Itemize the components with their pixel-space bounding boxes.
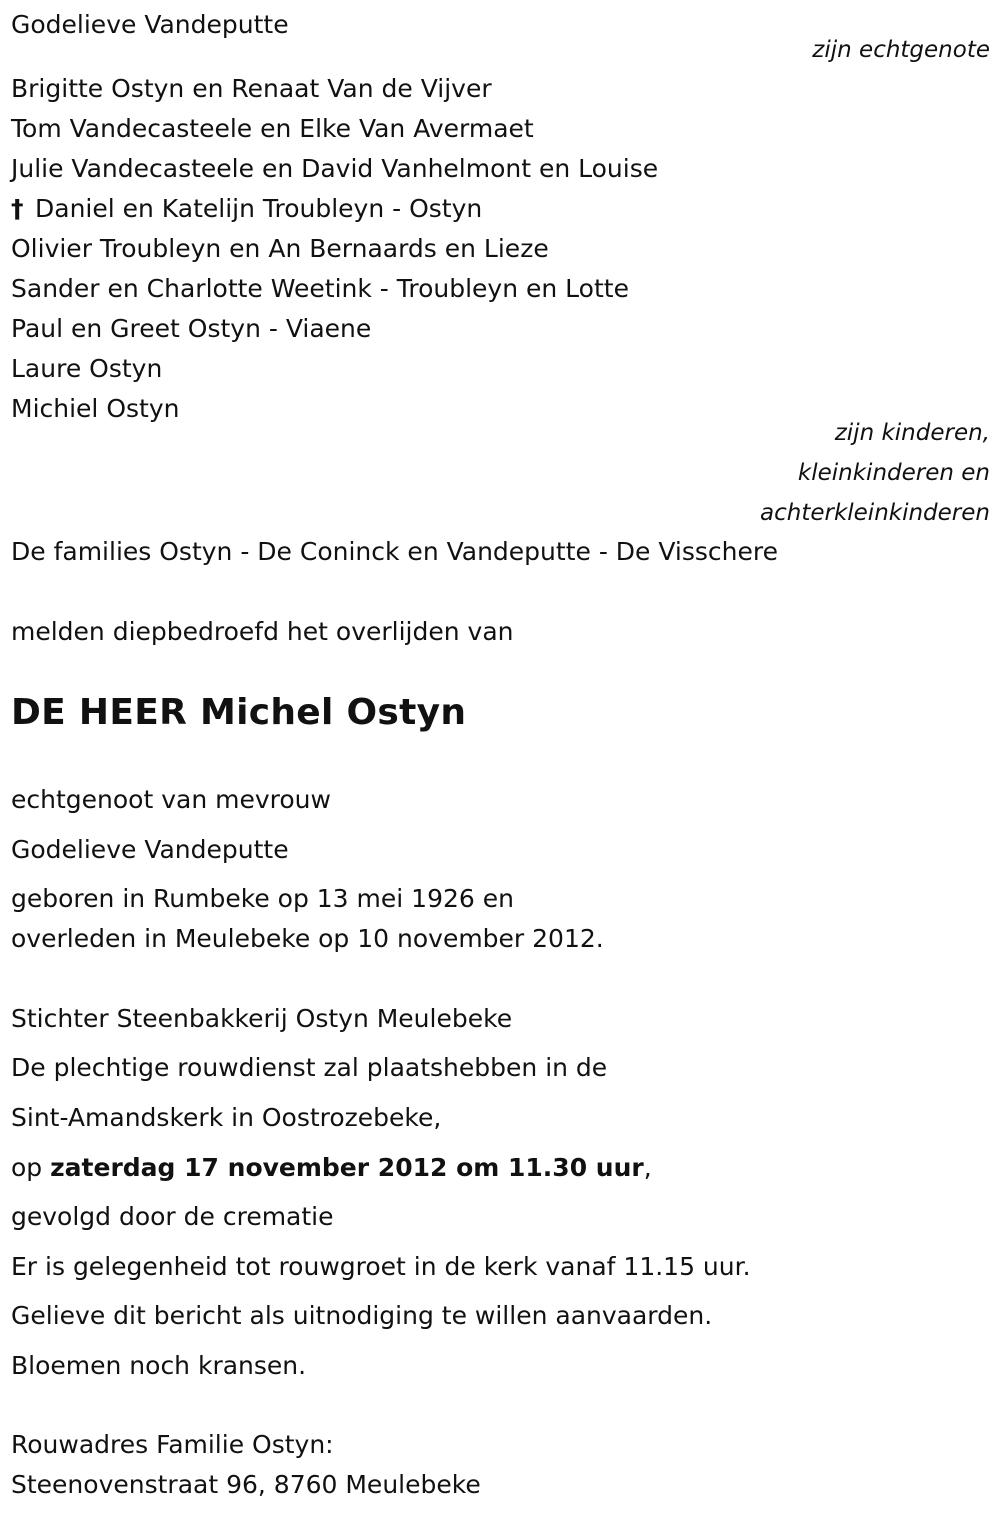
family-line-4 bbox=[11, 194, 482, 224]
spouse-name-line: Godelieve Vandeputte bbox=[11, 835, 289, 864]
family-line-4-text: Daniel en Katelijn Troubleyn - Ostyn bbox=[35, 194, 483, 223]
service-date: zaterdag 17 november 2012 om 11.30 uur bbox=[50, 1153, 644, 1182]
service-date-prefix: op bbox=[11, 1153, 51, 1182]
address-label: Rouwadres Familie Ostyn: bbox=[11, 1430, 334, 1459]
service-line-2: Sint-Amandskerk in Oostrozebeke, bbox=[11, 1103, 442, 1132]
address-line: Steenovenstraat 96, 8760 Meulebeke bbox=[11, 1470, 481, 1499]
family-line-2: Tom Vandecasteele en Elke Van Avermaet bbox=[11, 114, 534, 143]
children-role-2: kleinkinderen en bbox=[797, 460, 990, 486]
invitation-line: Gelieve dit bericht als uitnodiging te willen aanvaarden. bbox=[11, 1301, 713, 1330]
families-line: De families Ostyn - De Coninck en Vandeputte - De Visschere bbox=[11, 537, 779, 566]
family-line-8: Laure Ostyn bbox=[11, 354, 163, 383]
children-role-3: achterkleinkinderen bbox=[760, 500, 990, 526]
spouse-role: zijn echtgenote bbox=[812, 37, 990, 63]
died-line: overleden in Meulebeke op 10 november 2012. bbox=[11, 924, 604, 953]
children-role-1: zijn kinderen, bbox=[834, 420, 990, 446]
family-line-7: Paul en Greet Ostyn - Viaene bbox=[11, 314, 372, 343]
cross-icon: † bbox=[11, 194, 24, 223]
family-line-3: Julie Vandecasteele en David Vanhelmont en Louise bbox=[11, 154, 659, 183]
announcement-line: melden diepbedroefd het overlijden van bbox=[11, 617, 514, 646]
deceased-name: DE HEER Michel Ostyn bbox=[11, 692, 467, 733]
service-date-line bbox=[11, 1153, 652, 1183]
family-line-9: Michiel Ostyn bbox=[11, 394, 180, 423]
spouse-of-line: echtgenoot van mevrouw bbox=[11, 785, 331, 814]
condolence-line: Er is gelegenheid tot rouwgroet in de kerk vanaf 11.15 uur. bbox=[11, 1252, 751, 1281]
family-line-5: Olivier Troubleyn en An Bernaards en Lieze bbox=[11, 234, 549, 263]
flowers-line: Bloemen noch kransen. bbox=[11, 1351, 307, 1380]
born-line: geboren in Rumbeke op 13 mei 1926 en bbox=[11, 884, 514, 913]
service-date-suffix: , bbox=[643, 1153, 652, 1182]
cremation-line: gevolgd door de crematie bbox=[11, 1202, 334, 1231]
family-line-1: Brigitte Ostyn en Renaat Van de Vijver bbox=[11, 74, 492, 103]
service-line-1: De plechtige rouwdienst zal plaatshebben in de bbox=[11, 1053, 608, 1082]
spouse-name-top: Godelieve Vandeputte bbox=[11, 10, 289, 39]
founder-line: Stichter Steenbakkerij Ostyn Meulebeke bbox=[11, 1004, 513, 1033]
family-line-6: Sander en Charlotte Weetink - Troubleyn en Lotte bbox=[11, 274, 629, 303]
